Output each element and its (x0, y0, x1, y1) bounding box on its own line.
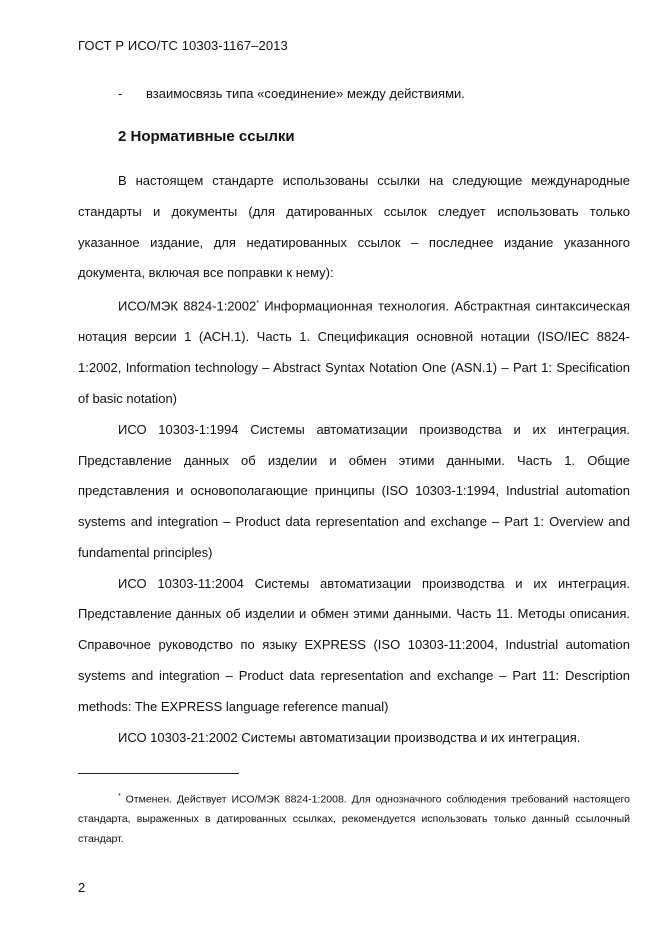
section-heading: 2 Нормативные ссылки (118, 128, 295, 145)
list-item-text: взаимосвязь типа «соединение» между действиями. (146, 86, 465, 101)
footnote-marker: * (256, 300, 259, 308)
footnote-mark: * (118, 793, 121, 800)
reference-paragraph-iso-10303-1: ИСО 10303-1:1994 Системы автоматизации производства и их интеграция. Представление данных об изделии и обмен этими данными. Часть 1. Общие представления и основополагающие принципы (ISO 10303-1:1994, Industrial automation systems and integration – Product data representation and exchange – Part 1: Overview and fundamental principles) (78, 421, 630, 560)
document-header: ГОСТ Р ИСО/ТС 10303-1167–2013 (78, 38, 288, 53)
reference-paragraph-iso-10303-21: ИСО 10303-21:2002 Системы автоматизации производства и их интеграция. (118, 729, 581, 745)
footnote-text: Отменен. Действует ИСО/МЭК 8824-1:2008. Для однозначного соблюдения требований настоящего стандарта, выраженных в датированных ссылках, рекомендуется использовать только данный ссылочный стандарт. (78, 793, 630, 845)
list-item (118, 86, 465, 101)
reference-title: Информационная технология. Абстрактная синтаксическая нотация версии 1 (АСН.1). Часть 1. Спецификация основной нотации (ISO/IEC 8824-1:2002, Information technology – Abstract Syntax Notation One (ASN.1) – Part 1: Specification of basic notation) (78, 298, 630, 406)
reference-code: ИСО/МЭК 8824-1:2002 (118, 298, 257, 314)
footnote-divider (78, 773, 239, 774)
page-number: 2 (78, 880, 86, 895)
reference-paragraph-iso-10303-11: ИСО 10303-11:2004 Системы автоматизации производства и их интеграция. Представление данных об изделии и обмен этими данными. Часть 11. Методы описания. Справочное руководство по языку EXPRESS (ISO 10303-11:2004, Industrial automation systems and integration – Product data representation and exchange – Part 11: Description methods: The EXPRESS language reference manual) (78, 575, 630, 714)
section-body (78, 166, 630, 753)
reference-paragraph-iso-8824 (78, 289, 630, 415)
footnote (78, 787, 630, 849)
intro-paragraph: В настоящем стандарте использованы ссылки на следующие международные стандарты и документы (для датированных ссылок следует использовать только указанное издание, для недатированных ссылок – последнее издание указанного документа, включая все поправки к нему): (78, 173, 630, 281)
list-dash-marker: - (118, 86, 123, 101)
